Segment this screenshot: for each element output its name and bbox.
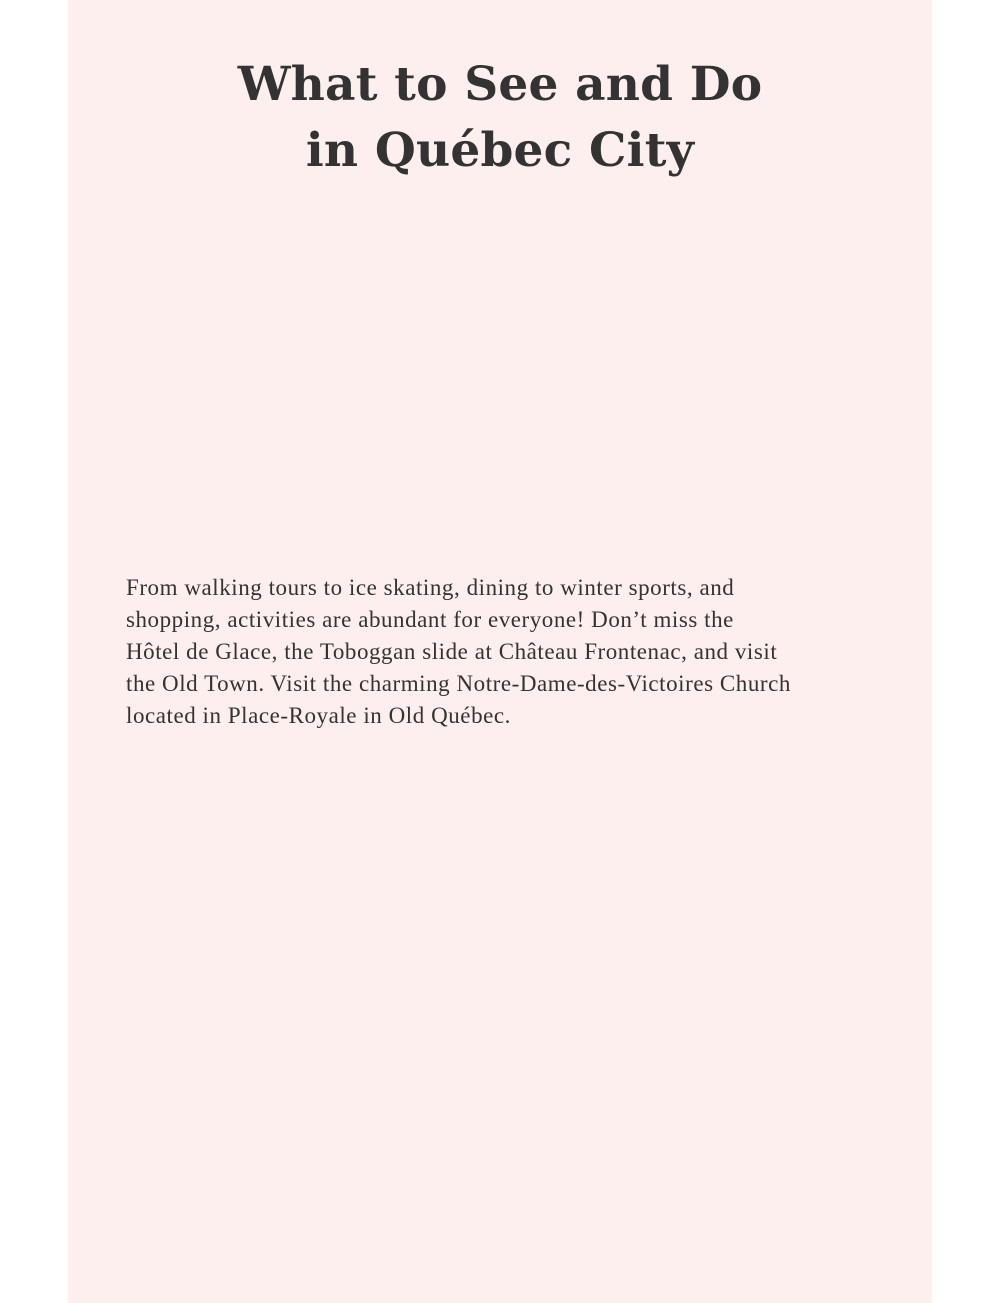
title-line: What to See and Do bbox=[237, 57, 763, 112]
paragraph-line: shopping, activities are abundant for everyone! Don’t miss the bbox=[126, 607, 734, 632]
page-title bbox=[68, 52, 932, 184]
document-page bbox=[68, 0, 932, 1303]
paragraph-line: From walking tours to ice skating, dining to winter sports, and bbox=[126, 575, 735, 600]
title-line: in Québec City bbox=[305, 123, 695, 178]
paragraph-line: Hôtel de Glace, the Toboggan slide at Château Frontenac, and visit bbox=[126, 639, 778, 664]
paragraph-line: located in Place-Royale in Old Québec. bbox=[126, 703, 511, 728]
paragraph-line: the Old Town. Visit the charming Notre-Dame-des-Victoires Church bbox=[126, 671, 791, 696]
body-paragraph bbox=[126, 572, 866, 732]
